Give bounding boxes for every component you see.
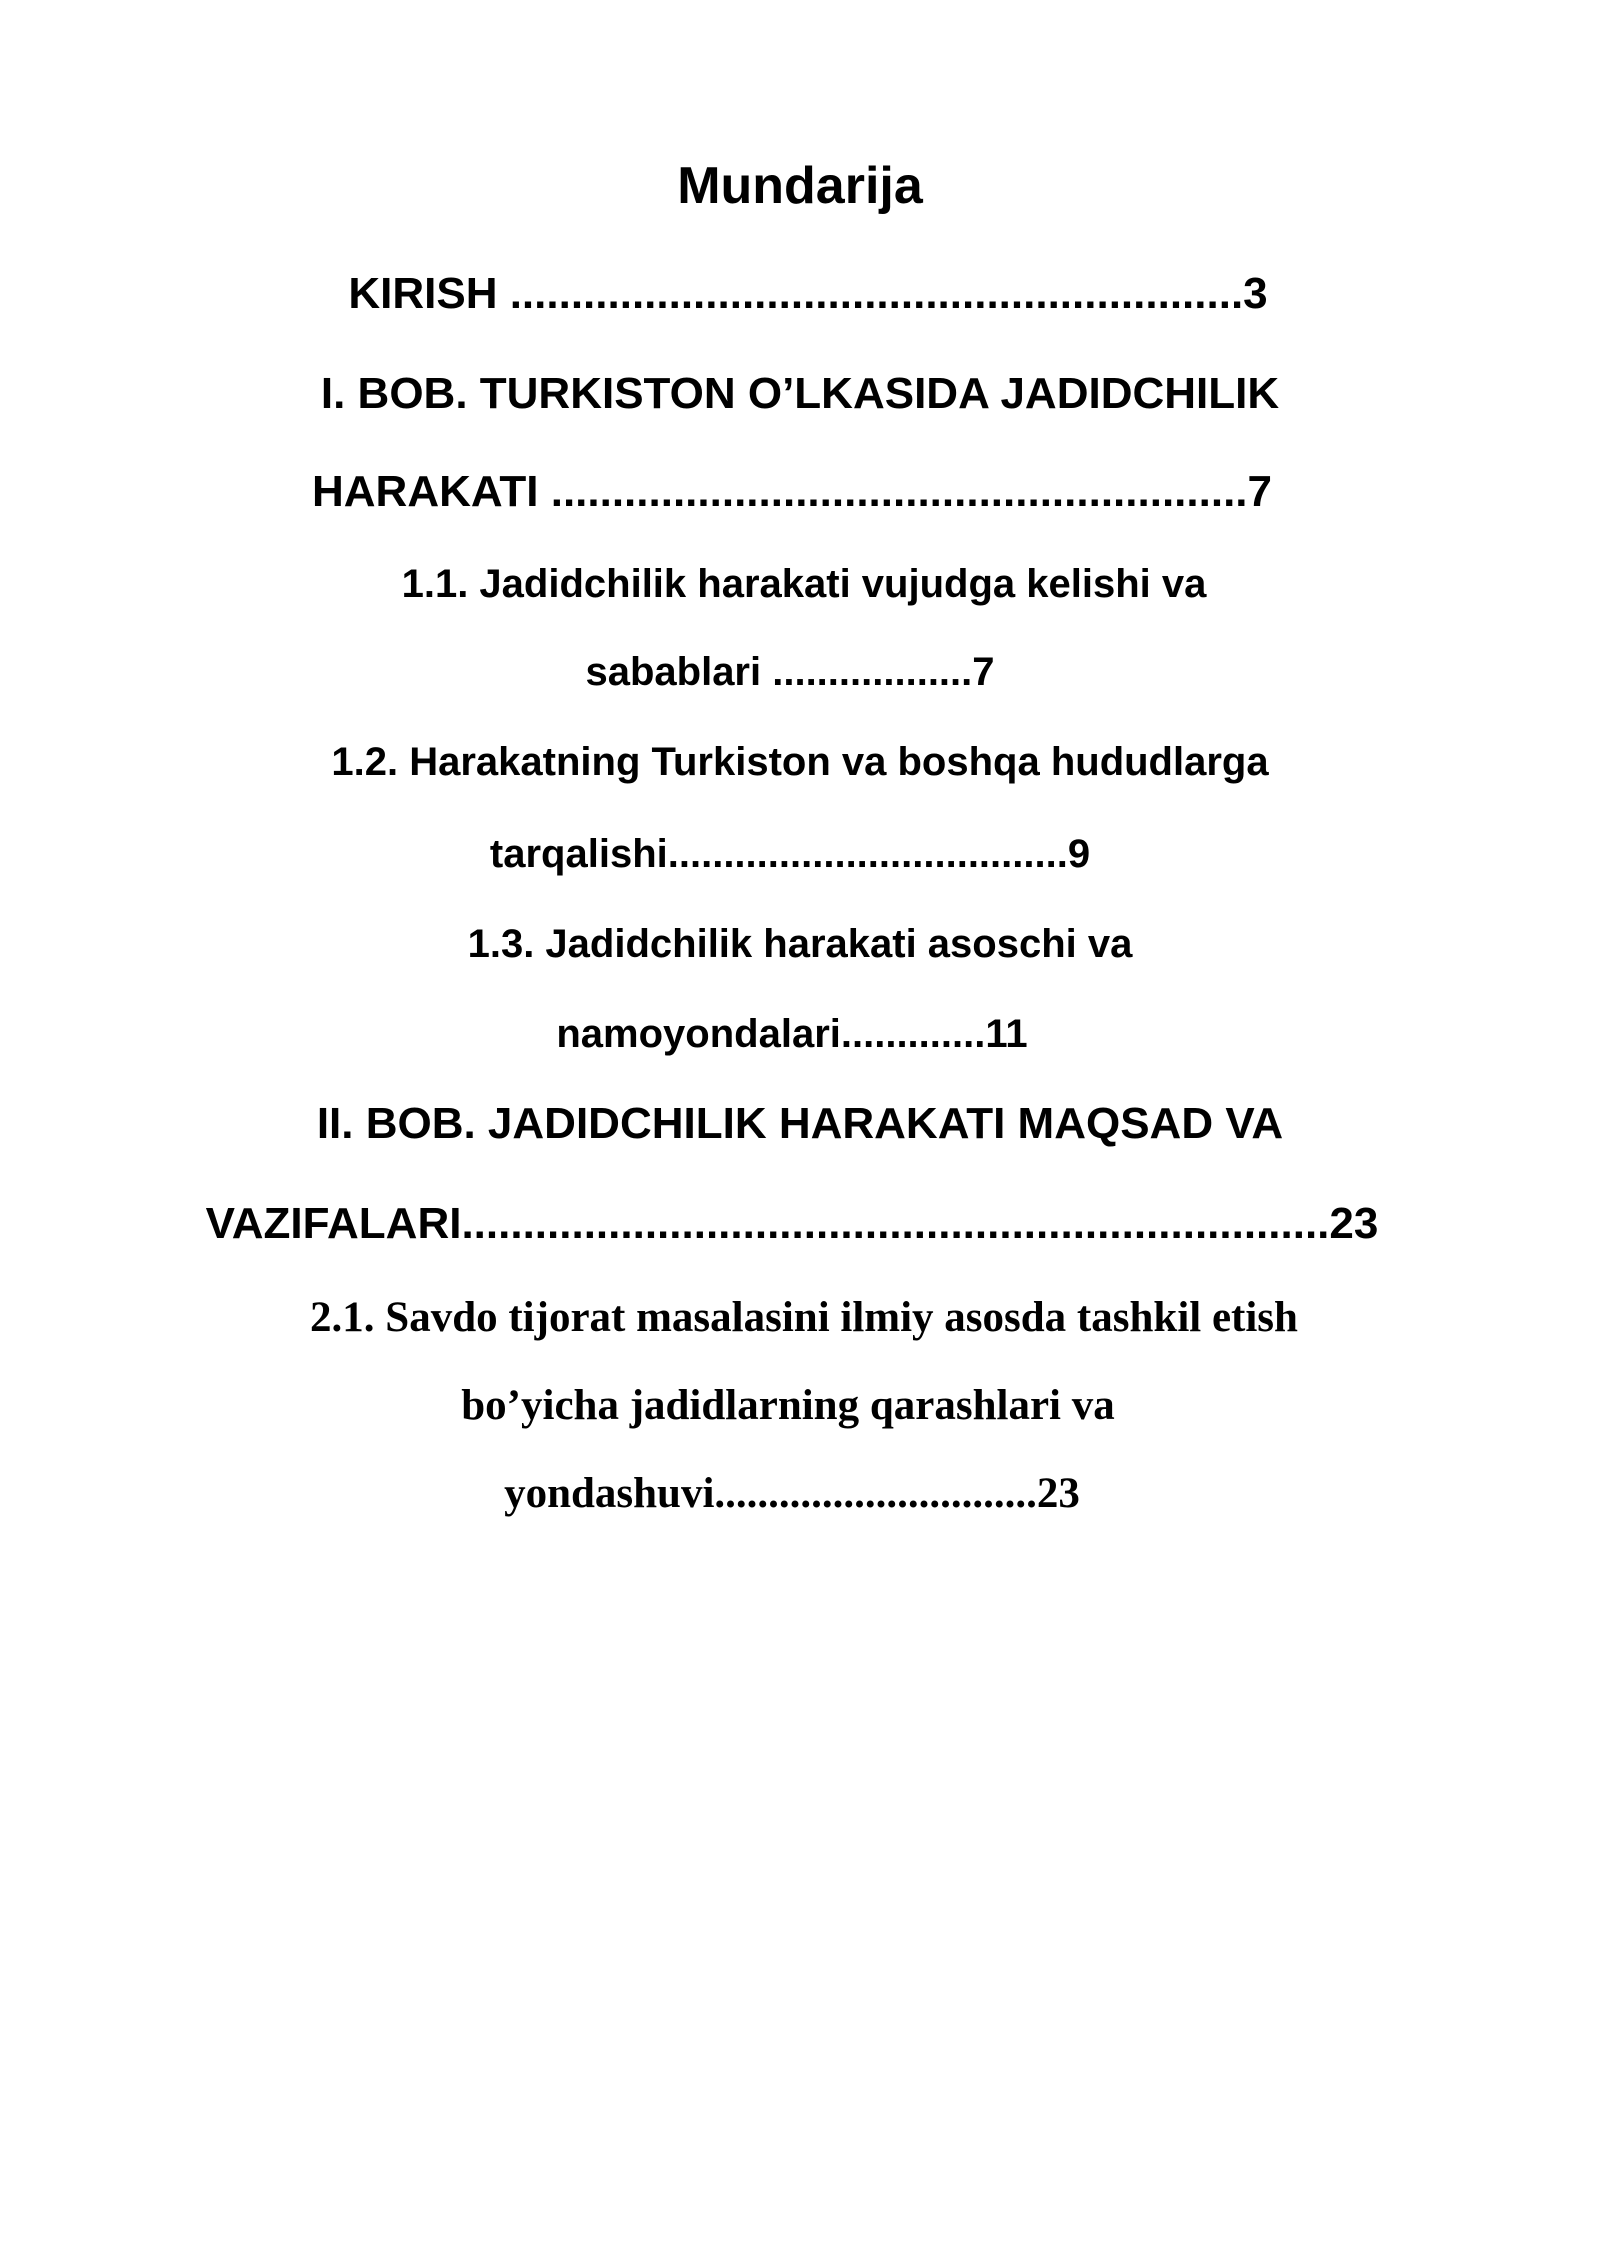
toc-section-1-1-line-1: 1.1. Jadidchilik harakati vujudga kelishi va: [401, 562, 1207, 606]
toc-section-1-2-line-1: 1.2. Harakatning Turkiston va boshqa hududlarga: [331, 740, 1269, 784]
toc-section-1-1-line-2: sabablari ..................7: [585, 650, 995, 694]
toc-chapter-2-line-1: II. BOB. JADIDCHILIK HARAKATI MAQSAD VA: [316, 1099, 1284, 1148]
toc-chapter-2-line-2: VAZIFALARI.......................................................................23: [205, 1199, 1379, 1248]
toc-section-1-3-line-2: namoyondalari.............11: [556, 1012, 1028, 1056]
toc-section-2-1-line-2: bo’yicha jadidlarning qarashlari va: [461, 1382, 1115, 1429]
toc-entry-kirish: KIRISH ............................................................3: [348, 269, 1268, 318]
toc-section-2-1-line-3: yondashuvi..............................23: [504, 1470, 1080, 1517]
toc-section-2-1-line-1: 2.1. Savdo tijorat masalasini ilmiy asosda tashkil etish: [310, 1294, 1298, 1341]
toc-section-1-3-line-1: 1.3. Jadidchilik harakati asoschi va: [467, 922, 1133, 966]
toc-title: Mundarija: [677, 157, 923, 215]
toc-section-1-2-line-2: tarqalishi....................................9: [489, 832, 1091, 876]
toc-chapter-1-line-2: HARAKATI .........................................................7: [312, 467, 1272, 516]
toc-chapter-1-line-1: I. BOB. TURKISTON O’LKASIDA JADIDCHILIK: [320, 369, 1280, 418]
